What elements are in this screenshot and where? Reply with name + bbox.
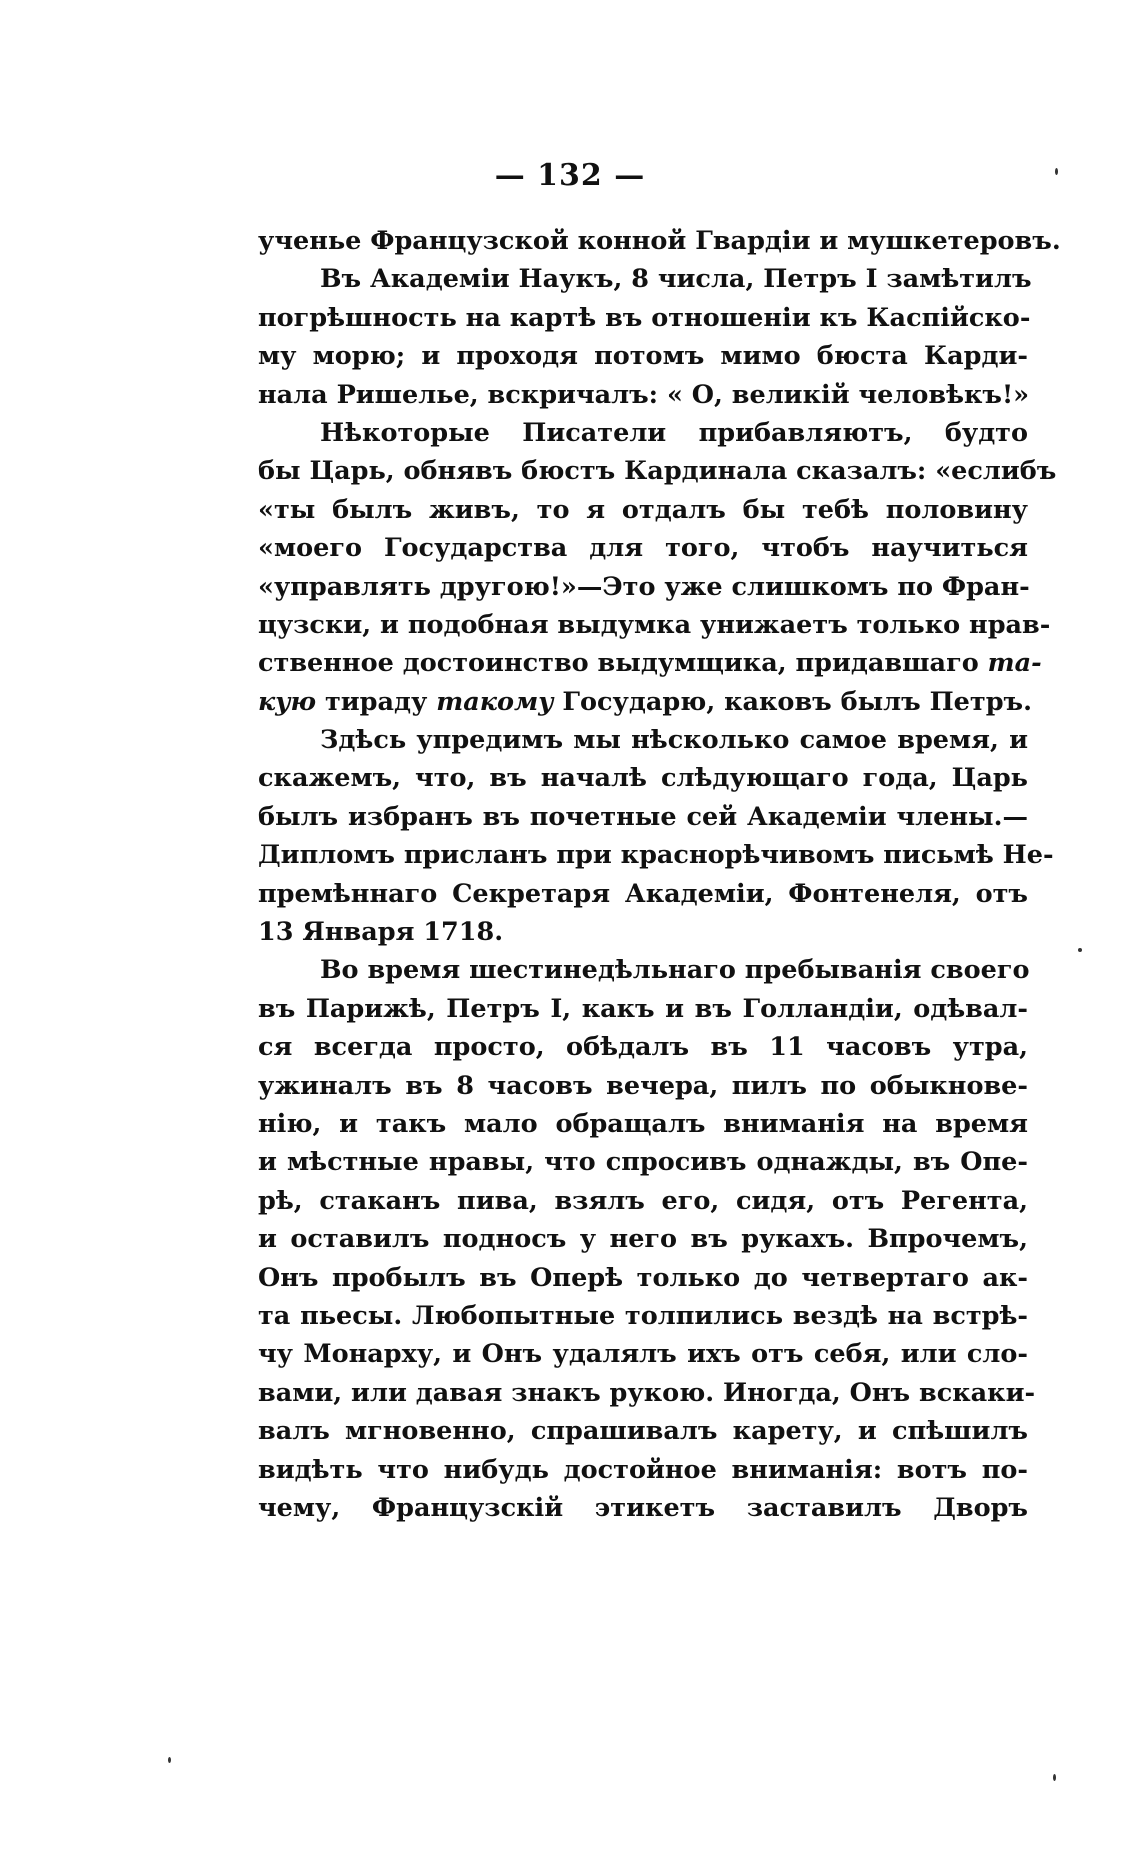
page-number: — 132 — [494, 158, 646, 193]
text-line: Здѣсь упредимъ мы нѣсколько самое время, и [320, 725, 1028, 756]
text-line: «ты былъ живъ, то я отдалъ бы тебѣ половину [258, 494, 1028, 525]
italic-span: кую [258, 686, 317, 717]
text-line: погрѣшность на картѣ въ отношеніи къ Каспійско- [258, 302, 1031, 333]
text-line: 13 Января 1718. [258, 917, 504, 948]
text-line: Онъ пробылъ въ Оперѣ только до четвертаго ак- [258, 1262, 1028, 1293]
scan-speck [1078, 948, 1082, 952]
text-span: Государю, каковъ былъ Петръ. [553, 686, 1032, 717]
text-line: чу Монарху, и Онъ удалялъ ихъ отъ себя, или сло- [258, 1339, 1028, 1370]
text-line: и оставилъ подносъ у него въ рукахъ. Впрочемъ, [258, 1224, 1028, 1255]
text-line: Нѣкоторые Писатели прибавляютъ, будто [320, 417, 1028, 448]
text-line: нію, и такъ мало обращалъ вниманія на время [258, 1108, 1028, 1139]
body-text [258, 222, 1061, 1527]
text-line-with-italic [258, 644, 1042, 682]
italic-span: та- [987, 648, 1042, 679]
text-line: Во время шестинедѣльнаго пребыванія своего [320, 955, 1030, 986]
text-line: нала Ришелье, вскричалъ: « О, великій человѣкъ!» [258, 379, 1030, 410]
text-line: «управлять другою!»—Это уже слишкомъ по Фран- [258, 571, 1030, 602]
text-line: Дипломъ присланъ при краснорѣчивомъ письмѣ Не- [258, 840, 1054, 871]
scan-speck [168, 1757, 171, 1763]
text-line: скажемъ, что, въ началѣ слѣдующаго года, Царь [258, 763, 1028, 794]
text-line: валъ мгновенно, спрашивалъ карету, и спѣшилъ [258, 1416, 1028, 1447]
text-line: «моего Государства для того, чтобъ научиться [258, 533, 1028, 564]
text-line: былъ избранъ въ почетные сей Академіи члены.— [258, 801, 1028, 832]
text-line-with-italic [258, 683, 1032, 721]
text-line: чему, Французскій этикетъ заставилъ Дворъ [258, 1492, 1028, 1523]
text-line: въ Парижѣ, Петръ I, какъ и въ Голландіи, одѣвал- [258, 993, 1028, 1024]
text-line: Въ Академіи Наукъ, 8 числа, Петръ I замѣтилъ [320, 264, 1032, 295]
text-line: ужиналъ въ 8 часовъ вечера, пилъ по обыкнове- [258, 1070, 1028, 1101]
text-line: ся всегда просто, обѣдалъ въ 11 часовъ утра, [258, 1032, 1028, 1063]
italic-span: такому [436, 686, 554, 717]
text-span: тираду [316, 686, 437, 717]
text-line: вами, или давая знакъ рукою. Иногда, Онъ вскаки- [258, 1377, 1036, 1408]
text-line: му морю; и проходя потомъ мимо бюста Карди- [258, 341, 1028, 372]
text-line: бы Царь, обнявъ бюстъ Кардинала сказалъ: «еслибъ [258, 456, 1057, 487]
text-line: премѣннаго Секретаря Академіи, Фонтенеля, отъ [258, 878, 1028, 909]
scan-speck [1053, 1774, 1056, 1781]
text-line: та пьесы. Любопытные толпились вездѣ на встрѣ- [258, 1300, 1028, 1331]
text-line: ученье Французской конной Гвардіи и мушкетеровъ. [258, 226, 1061, 256]
text-line: рѣ, стаканъ пива, взялъ его, сидя, отъ Регента, [258, 1185, 1028, 1216]
text-line: видѣть что нибудь достойное вниманія: вотъ по- [258, 1454, 1028, 1485]
text-line: и мѣстные нравы, что спросивъ однажды, въ Опе- [258, 1147, 1028, 1178]
scan-speck [1055, 168, 1058, 175]
text-span: ственное достоинство выдумщика, придавшаго [258, 648, 979, 679]
text-line: цузски, и подобная выдумка унижаетъ только нрав- [258, 609, 1051, 640]
